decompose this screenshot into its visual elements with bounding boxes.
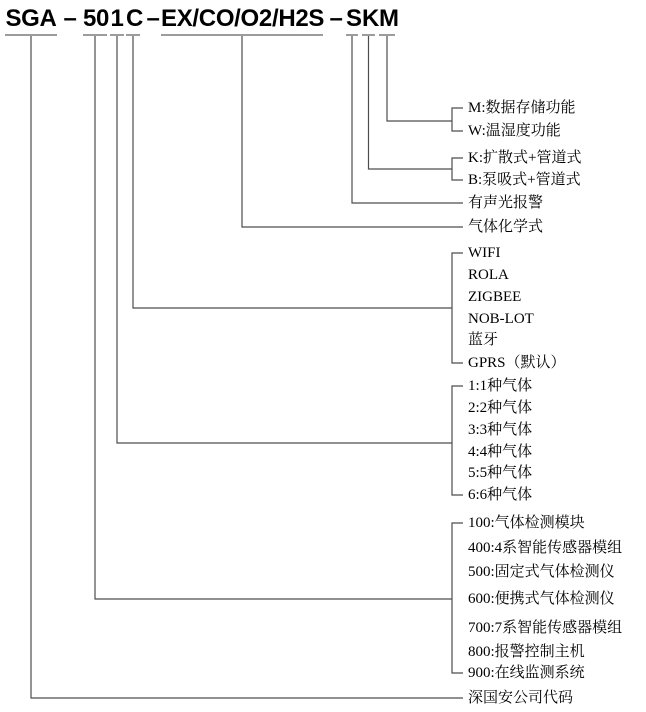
separator-dash: –: [63, 5, 77, 32]
legend-gas-count-1: 1:1种气体: [468, 378, 533, 394]
connector-storage: [387, 36, 452, 121]
legend-gas-count-6: 6:6种气体: [468, 487, 533, 503]
separator-dash: –: [329, 5, 343, 32]
legend-sampling-b: B:泵吸式+管道式: [468, 172, 581, 188]
legend-storage-w: W:温湿度功能: [468, 123, 561, 139]
bracket-series: [452, 523, 463, 673]
legend-series-900: 900:在线监测系统: [468, 665, 585, 681]
legend-series-400: 400:4系智能传感器模组: [468, 540, 623, 556]
legend-storage-m: M:数据存储功能: [468, 100, 576, 116]
legend-series-600: 600:便携式气体检测仪: [468, 591, 615, 607]
legend-gas-count-3: 3:3种气体: [468, 422, 533, 438]
legend-comm-bluetooth: 蓝牙: [468, 332, 499, 348]
legend-gas-formula: 气体化学式: [468, 219, 544, 235]
legend-comm-wifi: WIFI: [468, 245, 501, 261]
legend-comm-nob-lot: NOB-LOT: [468, 311, 534, 327]
bracket-gas-count: [452, 386, 463, 495]
legend-series-100: 100:气体检测模块: [468, 515, 585, 531]
connector-gas-count: [117, 36, 452, 443]
model-segment-storage: M: [379, 4, 395, 36]
model-segment-gas-count: 1: [110, 4, 124, 36]
legend-comm-gprs: GPRS（默认）: [468, 355, 566, 371]
legend-sampling-k: K:扩散式+管道式: [468, 150, 582, 166]
bracket-storage: [452, 108, 463, 131]
legend-comm-rola: ROLA: [468, 267, 509, 283]
model-segment-company: SGA: [5, 4, 57, 36]
legend-gas-count-2: 2:2种气体: [468, 400, 533, 416]
model-segment-sampling: K: [362, 4, 375, 36]
separator-dash: –: [146, 5, 160, 32]
connector-communication: [133, 36, 452, 308]
legend-comm-zigbee: ZIGBEE: [468, 289, 522, 305]
model-segment-alarm: S: [346, 4, 358, 36]
model-segment-gas-formula: EX/CO/O2/H2S: [161, 4, 323, 36]
connector-sampling: [369, 36, 453, 169]
legend-alarm: 有声光报警: [468, 195, 544, 211]
model-segment-series: 50: [83, 4, 107, 36]
legend-gas-count-5: 5:5种气体: [468, 465, 533, 481]
legend-company-code: 深国安公司代码: [468, 690, 574, 706]
legend-gas-count-4: 4:4种气体: [468, 444, 533, 460]
model-segment-communication: C: [126, 4, 140, 36]
bracket-communication: [452, 253, 463, 363]
legend-series-800: 800:报警控制主机: [468, 644, 585, 660]
legend-series-700: 700:7系智能传感器模组: [468, 620, 623, 636]
legend-series-500: 500:固定式气体检测仪: [468, 564, 615, 580]
bracket-sampling: [452, 158, 463, 180]
